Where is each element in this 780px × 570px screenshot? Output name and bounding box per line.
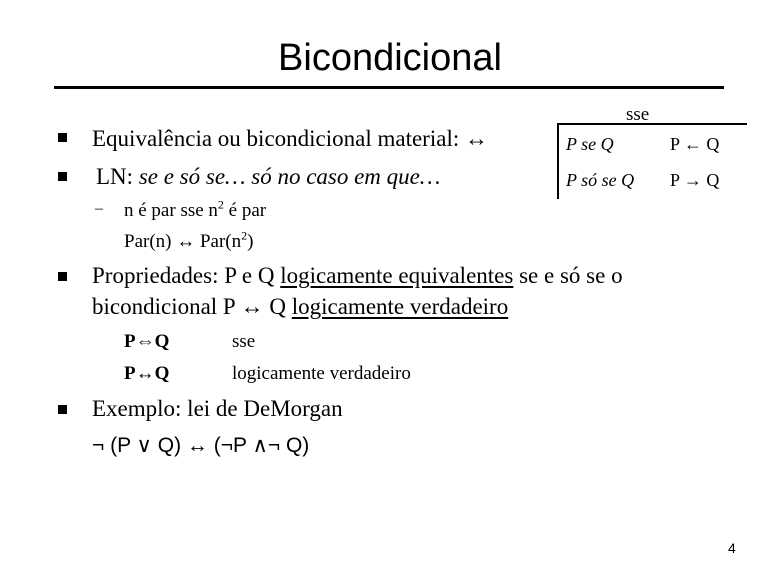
- box-row1-right: P ← Q: [670, 134, 720, 154]
- example-par-sup: 2: [241, 228, 248, 243]
- example-par-line: [124, 230, 253, 254]
- ln-phrases: se e só se… só no caso em que…: [138, 164, 441, 189]
- example-par-text-b: ): [247, 231, 254, 252]
- example-even-text-a: n é par sse n: [124, 200, 218, 221]
- box-row2-right: P → Q: [670, 170, 720, 190]
- example-even-text-b: é par: [223, 200, 267, 221]
- properties-line-1: [92, 262, 623, 290]
- properties-text-b: se e só se o: [513, 263, 623, 288]
- prop-text-sse: sse: [232, 331, 256, 352]
- demorgan-formula: ¬ (P ∨ Q) ↔ (¬P ∧¬ Q): [92, 434, 310, 457]
- bullet-natural-language: [96, 163, 440, 191]
- example-even-line: [124, 199, 266, 223]
- ln-prefix: LN:: [96, 164, 134, 189]
- example-demorgan: Exemplo: lei de DeMorgan: [92, 396, 343, 421]
- bullet-square-icon: [58, 172, 67, 181]
- prop-formula-bicond: P↔Q: [124, 363, 170, 384]
- bullet-equivalence-text: Equivalência ou bicondicional material:: [92, 126, 460, 151]
- box-header-sse: sse: [626, 104, 650, 125]
- box-left-border: [557, 123, 559, 199]
- box-row2-left: P só se Q: [566, 170, 635, 190]
- box-top-border: [557, 123, 747, 125]
- properties-text-c: bicondicional P ↔ Q: [92, 294, 292, 319]
- example-par-text-a: Par(n) ↔ Par(n: [124, 231, 242, 252]
- slide-title: Bicondicional: [278, 37, 502, 79]
- box-row1-left: P se Q: [566, 134, 614, 154]
- prop-text-logic-true: logicamente verdadeiro: [232, 363, 411, 384]
- sub-dash-icon: –: [95, 200, 103, 217]
- bullet-equivalence: [92, 124, 488, 153]
- properties-text-a: Propriedades: P e Q: [92, 263, 281, 288]
- biconditional-symbol: ↔: [464, 125, 488, 151]
- title-divider: [54, 86, 724, 89]
- properties-underlined-equivalent: logicamente equivalentes: [280, 263, 514, 288]
- properties-line-2: [92, 293, 508, 321]
- example-even-sup: 2: [217, 197, 224, 212]
- bullet-square-icon: [58, 272, 67, 281]
- page-number: 4: [728, 540, 736, 556]
- prop-formula-equiv: P⇔Q: [124, 331, 170, 352]
- bullet-square-icon: [58, 405, 67, 414]
- properties-underlined-true: logicamente verdadeiro: [291, 294, 509, 319]
- bullet-square-icon: [58, 133, 67, 142]
